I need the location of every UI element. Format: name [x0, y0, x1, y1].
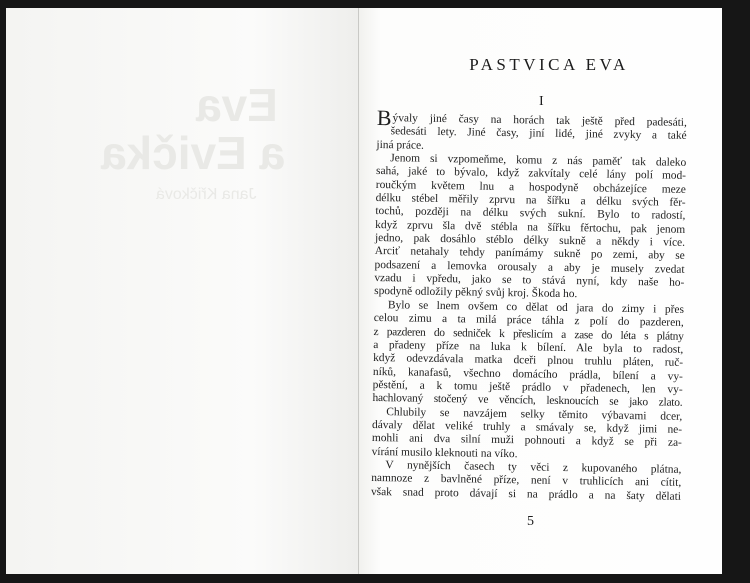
text-line: roučkým květem lnu a hospodyně obcházejíce meze: [375, 178, 686, 196]
text-line: tochů, později na délku svých sukní. Bylo to radostí,: [375, 205, 686, 223]
book-spread: [6, 8, 722, 574]
text-line: spodyně odložily pěkný svůj kroj. Škoda ho.: [374, 285, 578, 301]
text-line: vírání musilo kleknouti na víko.: [371, 445, 518, 460]
text-line: když odevzdávala matka dceři plnou truhlu pláten, ruč-: [373, 352, 684, 370]
chapter-number: I: [539, 94, 544, 109]
text-line: namnoze z bavlněné příze, není v truhlicích ani cítit,: [371, 472, 682, 490]
text-line: pěstění, a k tomu ještě prádlo v přadenech, len vy-: [372, 378, 683, 396]
chapter-heading: PASTVICA EVA: [469, 55, 629, 74]
text-line: V nynějších časech ty věci z kupovaného plátna,: [385, 459, 682, 476]
drop-cap: B: [376, 105, 392, 131]
text-line: níků, kanafasů, všechno domácího prádla, bílení a vy-: [372, 365, 683, 383]
text-line: celou zimu a ta milá práce táhla z polí do pazderen,: [373, 312, 684, 329]
right-page: [359, 8, 722, 574]
text-line: z pazderen do sedniček k přeslicím a zase do léta s plátny: [373, 325, 684, 343]
text-line: vzadu i vpředu, jako se to stává nyní, kdy naše ho-: [374, 272, 685, 289]
text-line: když zprvu šla dvě stébla na šířku fěrtochu, pak jenom: [375, 218, 686, 236]
text-line: dávaly dělat veliké truhly a smávaly se, když jimi ne-: [371, 418, 683, 436]
text-line-content: ývaly jiné časy na horách tak ještě před padesáti,: [392, 112, 687, 129]
text-line: sahá, jaké to bývalo, když zakvítaly celé lány polí mod-: [375, 165, 687, 183]
text-line: jiná práce.: [376, 138, 425, 152]
text-line: a přadeny příze na luka k bílení. Ale byla to radost,: [373, 338, 684, 356]
text-line: Chlubily se navzájem selky těmito výbavami dcer,: [386, 405, 683, 423]
body-text: [370, 105, 687, 504]
text-line: mohli ani dva silní muži pohnouti a když se při za-: [371, 432, 682, 450]
left-page-blank: [6, 8, 359, 574]
bleed-through-text: Jana Křičková: [156, 186, 257, 203]
text-line: Bylo se lnem ovšem co dělat od jara do zimy i přes: [387, 299, 685, 316]
text-line: Arciť netahaly tehdy panímámy sukně po zemi, aby se: [374, 245, 685, 263]
text-line: délku stébel měřily zprvu na šířku a délku svých fěr-: [375, 192, 686, 209]
text-line: šedesáti lety. Jiné časy, jiní lidé, jiné zvyky a také: [390, 125, 687, 143]
bleed-through-text: Eva: [196, 79, 278, 131]
bleed-through-text: a Evička: [101, 127, 286, 179]
text-line: podsazení a lemovka orousaly a aby je musely zvedat: [374, 258, 685, 276]
text-line: Jenom si vzpomeňme, komu z nás paměť tak daleko: [390, 152, 687, 169]
page-number: 5: [527, 514, 534, 529]
text-line: hachlovaný stočený ve věncích, lesknoucích se jako zlato.: [372, 392, 683, 410]
text-line: však snad proto dávají si na prádlo a na šaty dělati: [370, 485, 682, 503]
text-line: jedno, pak dosáhlo stéblo délky sukně a někdy i více.: [374, 232, 686, 249]
